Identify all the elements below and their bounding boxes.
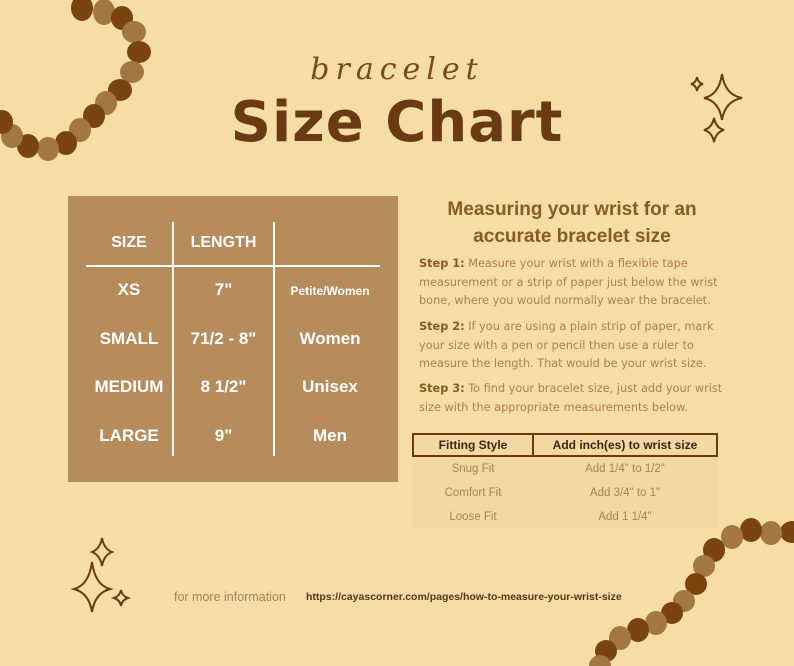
step-text: To find your bracelet size, just add your wrist size with the appropriate measurements below. bbox=[419, 382, 723, 414]
sparkle-icon bbox=[74, 538, 128, 612]
fit-table bbox=[412, 433, 718, 529]
step-label: Step 2: bbox=[419, 320, 465, 333]
header-length: LENGTH bbox=[190, 234, 257, 251]
size-small: SMALL bbox=[99, 329, 159, 348]
fit-large: Men bbox=[313, 426, 347, 445]
size-table bbox=[68, 196, 398, 482]
fit-style-loose: Loose Fit bbox=[449, 511, 497, 523]
measuring-title: Measuring your wrist for an accurate bracelet size bbox=[447, 199, 697, 247]
length-large: 9" bbox=[214, 426, 233, 445]
fit-style-comfort: Comfort Fit bbox=[444, 487, 502, 499]
fit-add-snug: Add 1/4" to 1/2" bbox=[585, 463, 665, 475]
size-medium: MEDIUM bbox=[94, 377, 164, 396]
step-label: Step 3: bbox=[419, 382, 465, 395]
step-1 bbox=[419, 255, 739, 311]
step-label: Step 1: bbox=[419, 257, 465, 270]
size-large: LARGE bbox=[99, 426, 159, 445]
fit-style-snug: Snug Fit bbox=[451, 463, 495, 475]
fit-xs: Petite/Women bbox=[290, 284, 370, 298]
fit-medium: Unisex bbox=[302, 377, 358, 396]
script-title: bracelet bbox=[310, 52, 484, 87]
footer-link[interactable]: https://cayascorner.com/pages/how-to-measure-your-wrist-size bbox=[306, 591, 622, 603]
header-size: SIZE bbox=[111, 234, 147, 251]
length-small: 71/2 - 8" bbox=[190, 329, 257, 348]
step-text: Measure your wrist with a flexible tape measurement or a strip of paper just below the wrist bone, where you would normally wear the bracelet. bbox=[419, 257, 718, 307]
header-add-inches: Add inch(es) to wrist size bbox=[532, 433, 718, 457]
fit-add-comfort: Add 3/4" to 1" bbox=[589, 487, 661, 499]
step-text: If you are using a plain strip of paper, mark your size with a pen or pencil then use a ruler to measure the length. That would be your wrist size. bbox=[419, 320, 714, 370]
length-xs: 7" bbox=[214, 280, 233, 299]
step-2 bbox=[419, 318, 739, 374]
footer-label: for more information bbox=[174, 590, 286, 604]
fit-add-loose: Add 1 1/4" bbox=[598, 511, 652, 523]
size-xs: XS bbox=[117, 280, 141, 299]
fit-small: Women bbox=[299, 329, 361, 348]
step-3 bbox=[419, 380, 739, 417]
length-medium: 8 1/2" bbox=[200, 377, 247, 396]
page-title: Size Chart bbox=[230, 90, 564, 155]
header-fitting-style: Fitting Style bbox=[412, 433, 534, 457]
divider bbox=[86, 265, 380, 267]
